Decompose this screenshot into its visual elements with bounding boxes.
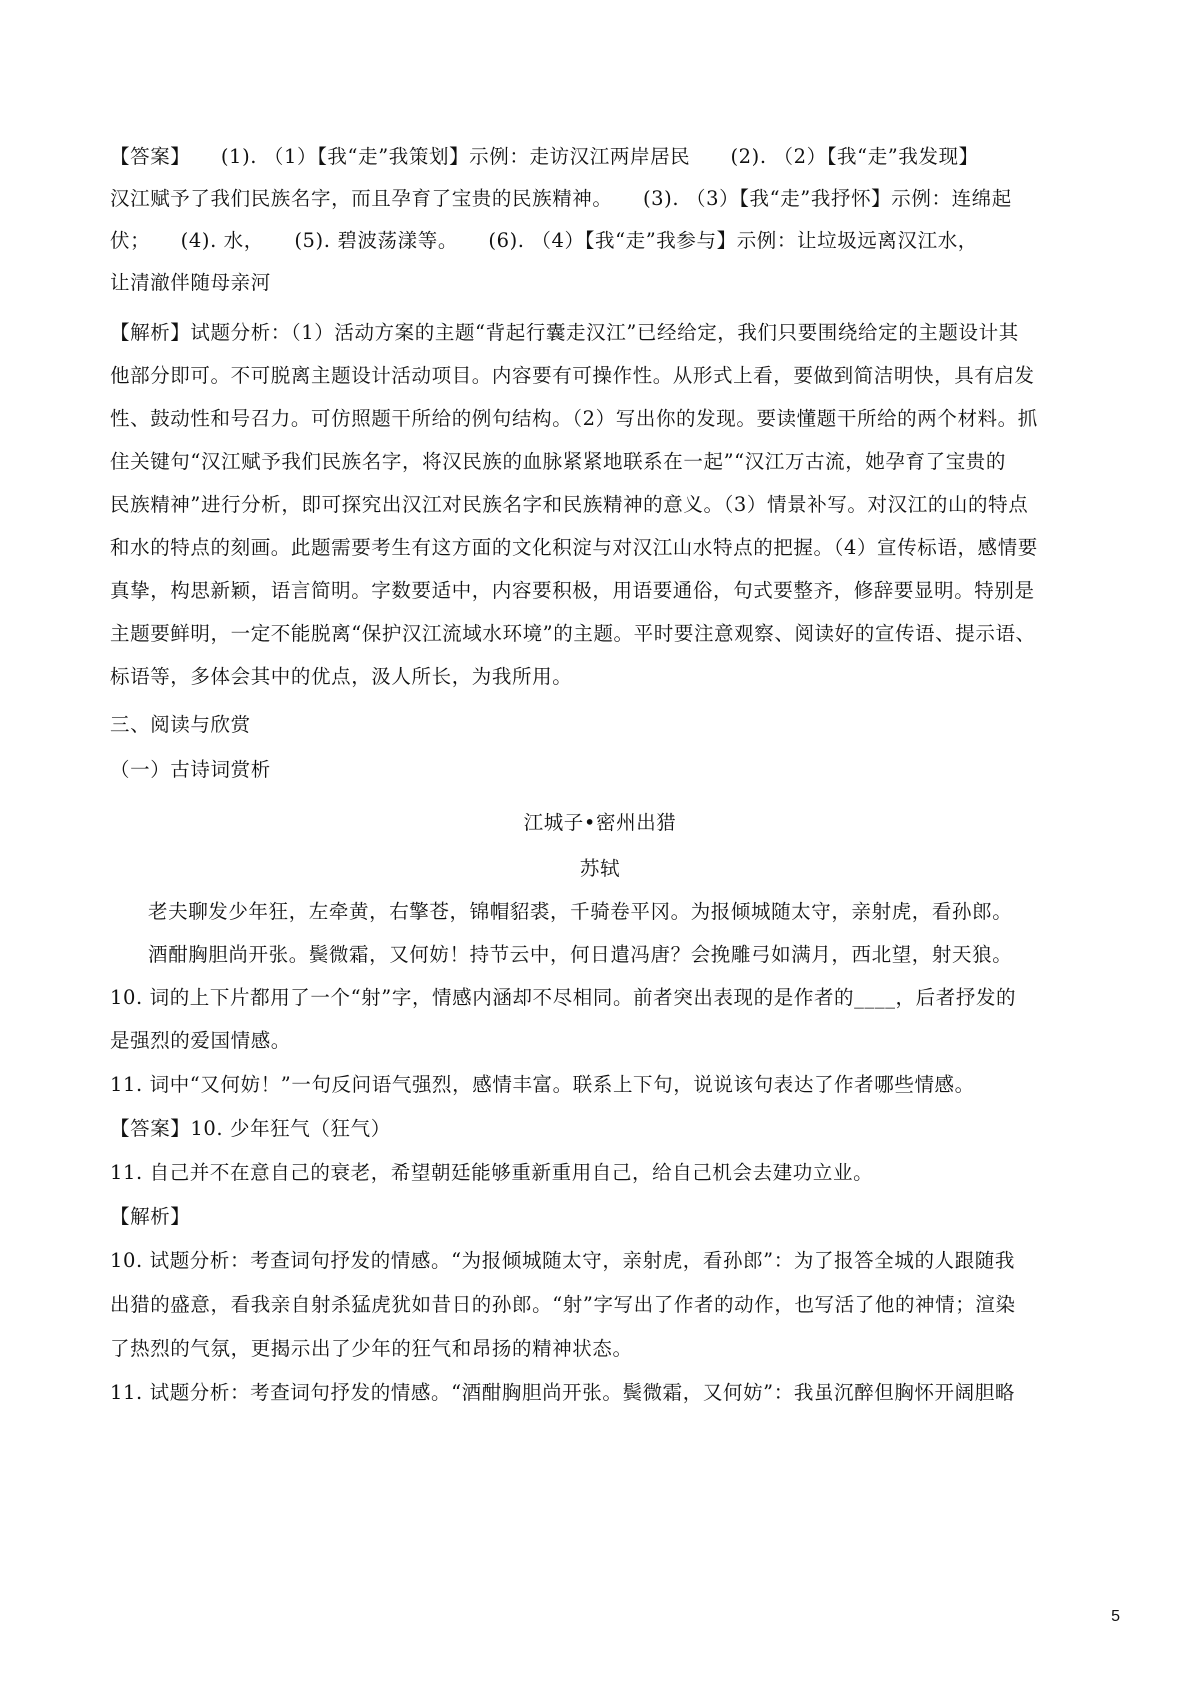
analysis-11-line-1: 11. 试题分析：考查词句抒发的情感。“酒酣胸胆尚开张。鬓微霜，又何妨”：我虽沉醉但胸怀开阔胆略 [110, 1381, 1015, 1404]
analysis-10-line-2: 出猎的盛意，看我亲自射杀猛虎犹如昔日的孙郎。“射”字写出了作者的动作，也写活了他的神情；渲染 [110, 1293, 1016, 1316]
question-10-line-2: 是强烈的爱国情感。 [110, 1029, 291, 1052]
analysis-line-2: 他部分即可。不可脱离主题设计活动项目。内容要有可操作性。从形式上看，要做到简洁明快，具有启发 [110, 364, 1035, 387]
answer-line-1: 【答案】 (1). （1）【我“走”我策划】示例：走访汉江两岸居民 (2). （2）【我“走”我发现】 [110, 145, 979, 168]
analysis-10-line-1: 10. 试题分析：考查词句抒发的情感。“为报倾城随太守，亲射虎，看孙郎”：为了报答全城的人跟随我 [110, 1249, 1015, 1272]
analysis-line-5: 民族精神”进行分析，即可探究出汉江对民族名字和民族精神的意义。（3）情景补写。对汉江的山的特点 [110, 493, 1029, 516]
answer-line-2: 汉江赋予了我们民族名字，而且孕育了宝贵的民族精神。 (3). （3）【我“走”我抒怀】示例：连绵起 [110, 187, 1012, 210]
analysis-line-8: 主题要鲜明，一定不能脱离“保护汉江流域水环境”的主题。平时要注意观察、阅读好的宣传语、提示语、 [110, 622, 1036, 645]
subsection-heading: （一）古诗词赏析 [110, 758, 271, 781]
section-heading: 三、阅读与欣赏 [110, 713, 251, 736]
analysis-line-3: 性、鼓动性和号召力。可仿照题干所给的例句结构。（2）写出你的发现。要读懂题干所给的两个材料。抓 [110, 407, 1038, 430]
analysis-line-1: 【解析】试题分析：（1）活动方案的主题“背起行囊走汉江”已经给定，我们只要围绕给定的主题设计其 [110, 321, 1019, 344]
analysis-line-6: 和水的特点的刻画。此题需要考生有这方面的文化积淀与对汉江山水特点的把握。（4）宣传标语，感情要 [110, 536, 1038, 559]
analysis-label: 【解析】 [110, 1205, 191, 1228]
poem-line-2: 酒酣胸胆尚开张。鬓微霜，又何妨！持节云中，何日遣冯唐？会挽雕弓如满月，西北望，射天狼。 [148, 943, 1013, 966]
page-number: 5 [1111, 1608, 1120, 1625]
question-10-line-1: 10. 词的上下片都用了一个“射”字，情感内涵却不尽相同。前者突出表现的是作者的____，后者抒发的 [110, 986, 1017, 1009]
poem-author: 苏轼 [579, 857, 621, 880]
poem-line-1: 老夫聊发少年狂，左牵黄，右擎苍，锦帽貂裘，千骑卷平冈。为报倾城随太守，亲射虎，看孙郎。 [148, 900, 1013, 923]
analysis-line-7: 真挚，构思新颖，语言简明。字数要适中，内容要积极，用语要通俗，句式要整齐，修辞要显明。特别是 [110, 579, 1035, 602]
analysis-10-line-3: 了热烈的气氛，更揭示出了少年的狂气和昂扬的精神状态。 [110, 1337, 633, 1360]
analysis-line-4: 住关键句“汉江赋予我们民族名字，将汉民族的血脉紧紧地联系在一起”“汉江万古流，她孕育了宝贵的 [110, 450, 1007, 473]
answer-line-4: 让清澈伴随母亲河 [110, 271, 271, 294]
answer-11: 11. 自己并不在意自己的衰老，希望朝廷能够重新重用自己，给自己机会去建功立业。 [110, 1161, 874, 1184]
answer-line-3: 伏； (4). 水， (5). 碧波荡漾等。 (6). （4）【我“走”我参与】示例：让垃圾远离汉江水， [110, 229, 978, 252]
answer-10: 【答案】10. 少年狂气（狂气） [110, 1117, 391, 1140]
question-11: 11. 词中“又何妨！”一句反问语气强烈，感情丰富。联系上下句，说说该句表达了作者哪些情感。 [110, 1073, 975, 1096]
poem-title: 江城子•密州出猎 [523, 811, 677, 834]
analysis-line-9: 标语等，多体会其中的优点，汲人所长，为我所用。 [110, 665, 573, 688]
